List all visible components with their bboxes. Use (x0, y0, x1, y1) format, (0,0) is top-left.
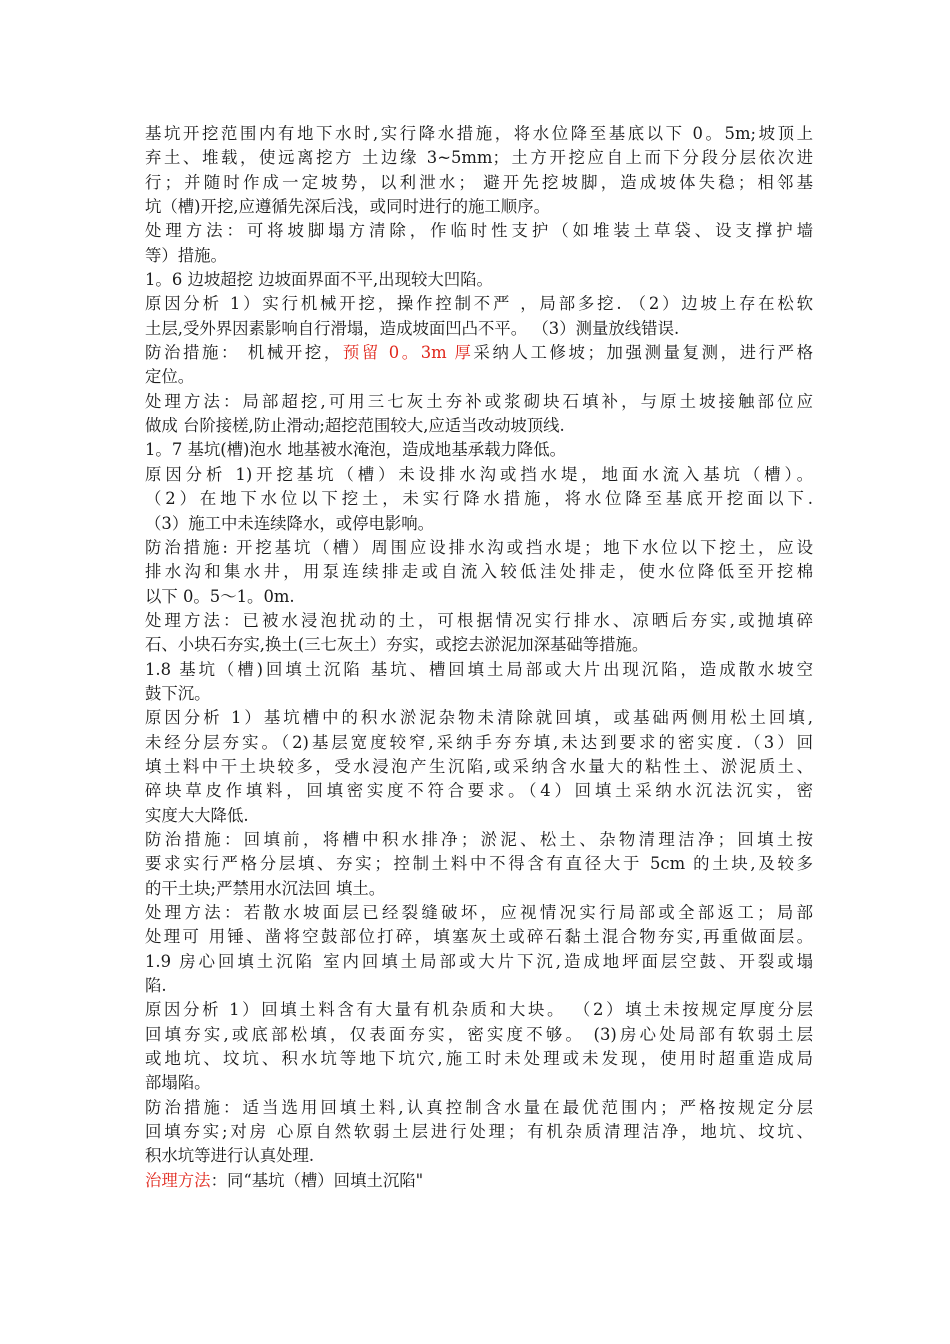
line-text: 以下 0。5～1。0m. (145, 586, 295, 606)
line-text: 实度大大降低. (145, 805, 249, 825)
paragraph-line (145, 974, 813, 998)
paragraph-line (145, 1023, 813, 1047)
line-text: （3）施工中未连续降水，或停电影响。 (145, 513, 435, 533)
paragraph-line (145, 414, 813, 438)
paragraph-line (145, 244, 813, 268)
paragraph-line (145, 463, 813, 487)
paragraph-line (145, 365, 813, 389)
line-text: 行；并随时作成一定坡势，以利泄水； 避开先挖坡脚，造成坡体失稳；相邻基 (145, 172, 813, 192)
paragraph-line (145, 658, 813, 682)
line-text: 防治措施：回填前，将槽中积水排净；淤泥、松土、杂物清理洁净；回填土按 (145, 829, 813, 849)
paragraph-line (145, 268, 813, 292)
highlighted-text: 预留 0。3m 厚 (342, 343, 474, 363)
paragraph-line (145, 487, 813, 511)
paragraph-line (145, 438, 813, 462)
line-text: 1。6 边坡超挖 边坡面界面不平,出现较大凹陷。 (145, 270, 493, 290)
line-text: ：同“基坑（槽）回填土沉陷" (210, 1170, 424, 1190)
paragraph-line (145, 925, 813, 949)
line-text: 处理方法：若散水坡面层已经裂缝破坏，应视情况实行局部或全部返工；局部 (145, 903, 813, 922)
line-text: 石、小块石夯实,换土(三七灰土）夯实，或挖去淤泥加深基础等措施。 (145, 635, 649, 655)
line-text: 1.9 房心回填土沉陷 室内回填土局部或大片下沉,造成地坪面层空鼓、开裂或塌 (145, 951, 813, 971)
paragraph-line (145, 317, 813, 341)
paragraph-line (145, 901, 813, 925)
line-text: 排水沟和集水井，用泵连续排走或自流入较低洼处排走，使水位降低至开挖棉 (145, 562, 813, 582)
paragraph-line (145, 512, 813, 536)
line-text: 定位。 (145, 367, 195, 387)
line-text: 碎块草皮作填料，回填密实度不符合要求。（4）回填土采纳水沉法沉实，密 (145, 781, 813, 801)
paragraph-line (145, 828, 813, 852)
paragraph-line (145, 560, 813, 584)
line-text: 处理方法：局部超挖,可用三七灰土夯补或浆砌块石填补，与原土坡接触部位应 (145, 391, 813, 411)
paragraph-line (145, 609, 813, 633)
paragraph-line (145, 950, 813, 974)
paragraph-line (145, 706, 813, 730)
document-page (145, 122, 813, 1193)
paragraph-line (145, 1120, 813, 1144)
paragraph-line (145, 755, 813, 779)
line-text: 原因分析 1)开挖基坑（槽）未设排水沟或挡水堤，地面水流入基坑（槽）。 (145, 464, 813, 484)
paragraph-line (145, 633, 813, 657)
paragraph-line (145, 146, 813, 170)
paragraph-line (145, 779, 813, 803)
paragraph-line (145, 804, 813, 828)
paragraph-line (145, 292, 813, 316)
line-text: 防治措施：适当选用回填土料,认真控制含水量在最优范围内；严格按规定分层 (145, 1097, 813, 1117)
line-text: 回填夯实,或底部松填，仅表面夯实，密实度不够。 (3)房心处局部有软弱土层 (145, 1024, 813, 1044)
line-text: 原因分析 1）回填土料含有大量有机杂质和大块。 （2）填土未按规定厚度分层 (145, 1000, 813, 1020)
line-text: 坑（槽)开挖,应遵循先深后浅，或同时进行的施工顺序。 (145, 197, 550, 217)
line-text: （2）在地下水位以下挖土，未实行降水措施，将水位降至基底开挖面以下. (145, 489, 813, 509)
line-text: 1.8 基坑（槽)回填土沉陷 基坑、槽回填土局部或大片出现沉陷，造成散水坡空 (145, 659, 813, 679)
line-text: 鼓下沉。 (145, 683, 211, 703)
paragraph-line (145, 1071, 813, 1095)
paragraph-line (145, 852, 813, 876)
line-text: 未经分层夯实。（2)基层宽度较窄,采纳手夯夯填,未达到要求的密实度.（3）回 (145, 732, 813, 752)
line-text: 处理方法：可将坡脚塌方清除，作临时性支护（如堆装土草袋、设支撑护墙 (145, 221, 813, 241)
paragraph-line (145, 585, 813, 609)
paragraph-line (145, 1144, 813, 1168)
paragraph-line (145, 682, 813, 706)
paragraph-line (145, 122, 813, 146)
paragraph-line (145, 877, 813, 901)
paragraph-line (145, 1169, 813, 1193)
paragraph-line (145, 998, 813, 1022)
paragraph-line (145, 1047, 813, 1071)
line-text: 的干土块;严禁用水沉法回 填土。 (145, 878, 386, 898)
line-text: 等）措施。 (145, 245, 227, 265)
line-text: 要求实行严格分层填、夯实；控制土料中不得含有直径大于 5cm 的土块,及较多 (145, 854, 813, 874)
line-text: 或地坑、坟坑、积水坑等地下坑穴,施工时未处理或未发现，使用时超重造成局 (145, 1049, 813, 1069)
paragraph-line (145, 731, 813, 755)
line-text: 陷. (145, 976, 167, 996)
highlighted-text: 治理方法 (145, 1170, 211, 1190)
line-text: 部塌陷。 (145, 1073, 211, 1093)
line-text: 防治措施: 开挖基坑（槽）周围应设排水沟或挡水堤；地下水位以下挖土，应设 (145, 537, 813, 557)
line-text: 弃土、堆载，使远离挖方 土边缘 3~5mm；土方开挖应自上而下分段分层依次进 (145, 148, 813, 168)
paragraph-line (145, 195, 813, 219)
paragraph-line (145, 341, 813, 365)
line-text: 土层,受外界因素影响自行滑塌，造成坡面凹凸不平。 （3）测量放线错误. (145, 318, 680, 338)
line-text: 回填夯实;对房 心原自然软弱土层进行处理；有机杂质清理洁净，地坑、坟坑、 (145, 1122, 813, 1142)
line-text: 原因分析 1）基坑槽中的积水淤泥杂物未清除就回填，或基础两侧用松土回填, (145, 708, 813, 728)
paragraph-line (145, 1096, 813, 1120)
line-text: 原因分析 1）实行机械开挖，操作控制不严 ，局部多挖. （2）边坡上存在松软 (145, 294, 813, 314)
paragraph-line (145, 390, 813, 414)
line-text: 基坑开挖范围内有地下水时,实行降水措施，将水位降至基底以下 0。5m;坡顶上 (145, 124, 813, 143)
paragraph-line (145, 171, 813, 195)
line-text: 防治措施： 机械开挖， (145, 343, 343, 363)
line-text: 采纳人工修坡；加强测量复测，进行严格 (473, 343, 813, 363)
paragraph-line (145, 536, 813, 560)
line-text: 处理方法：已被水浸泡扰动的土，可根据情况实行排水、凉晒后夯实,或抛填碎 (145, 610, 813, 630)
line-text: 积水坑等进行认真处理. (145, 1146, 315, 1166)
line-text: 填土料中干土块较多，受水浸泡产生沉陷,或采纳含水量大的粘性土、淤泥质土、 (145, 756, 813, 776)
line-text: 处理可 用锤、凿将空鼓部位打碎，填塞灰土或碎石黏土混合物夯实,再重做面层。 (145, 927, 813, 947)
line-text: 1。7 基坑(槽)泡水 地基被水淹泡，造成地基承载力降低。 (145, 440, 567, 460)
paragraph-line (145, 219, 813, 243)
line-text: 做成 台阶接槎,防止滑动;超挖范围较大,应适当改动坡顶线. (145, 416, 565, 436)
